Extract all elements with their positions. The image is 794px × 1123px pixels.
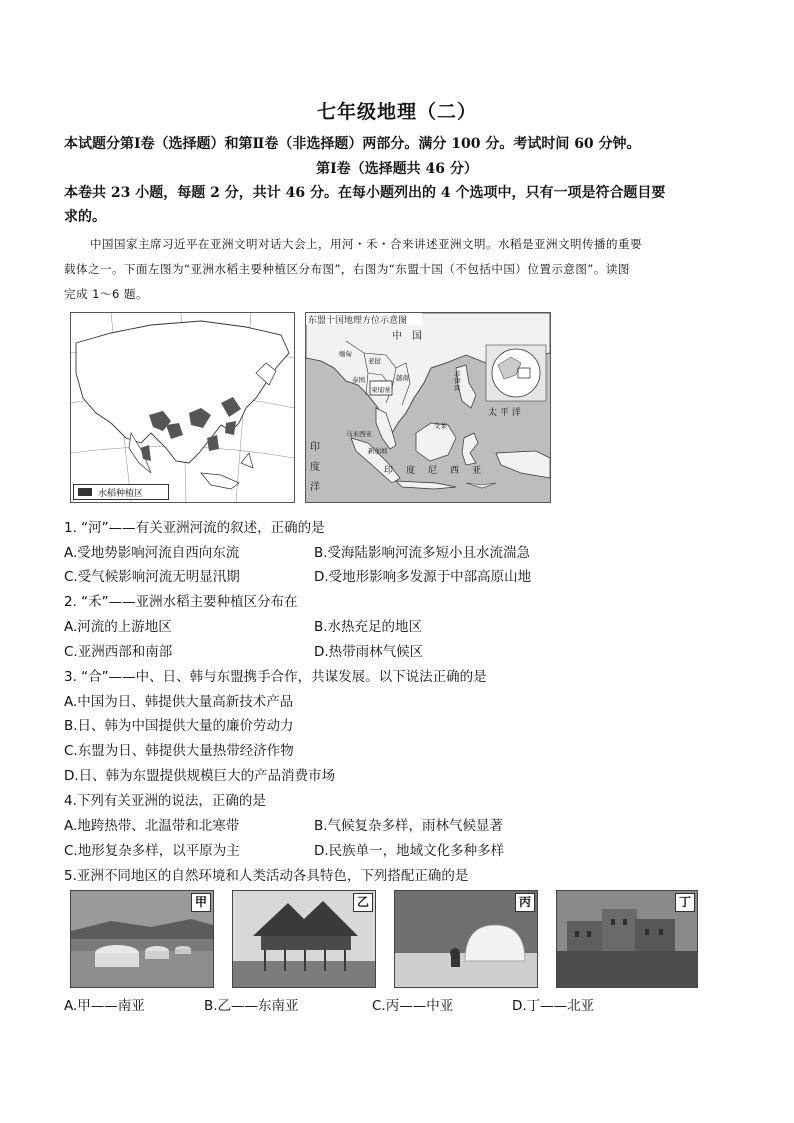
q2-option-b[interactable]: B.水热充足的地区 bbox=[314, 619, 423, 635]
q4-option-c[interactable]: C.地形复杂多样，以平原为主 bbox=[64, 843, 240, 859]
q5-option-b[interactable]: B.乙——东南亚 bbox=[204, 998, 299, 1014]
photo-tag-yi: 乙 bbox=[353, 893, 373, 912]
q5-option-a[interactable]: A.甲——南亚 bbox=[64, 998, 145, 1014]
legend-label: 水稻种植区 bbox=[98, 489, 144, 499]
label-indonesia: 印 度 尼 西 亚 bbox=[384, 466, 484, 476]
q4-option-d[interactable]: D.民族单一，地域文化多种多样 bbox=[314, 843, 505, 859]
photo-jia-yurts bbox=[70, 890, 214, 988]
section-description: 本卷共 23 小题，每题 2 分，共计 46 分。在每小题列出的 4 个选项中，只有一项是符合题目要 bbox=[64, 185, 666, 201]
asia-rice-map-graphic bbox=[71, 313, 294, 502]
question-2-stem: 2. “禾”——亚洲水稻主要种植区分布在 bbox=[64, 594, 298, 610]
q1-option-c[interactable]: C.受气候影响河流无明显汛期 bbox=[64, 569, 240, 585]
q3-option-b[interactable]: B.日、韩为中国提供大量的廉价劳动力 bbox=[64, 718, 294, 734]
asean-map-title: 东盟十国地理方位示意图 bbox=[308, 316, 408, 326]
asia-rice-map bbox=[70, 312, 295, 503]
photo-yi-stilt-house bbox=[232, 890, 376, 988]
label-myanmar: 缅甸 bbox=[339, 350, 352, 358]
label-indian-ocean-1: 印 bbox=[310, 442, 320, 453]
q2-option-c[interactable]: C.亚洲西部和南部 bbox=[64, 644, 173, 660]
label-laos: 老挝 bbox=[368, 357, 381, 365]
label-singapore: 新加坡 bbox=[368, 447, 388, 455]
q2-option-d[interactable]: D.热带雨林气候区 bbox=[314, 644, 424, 660]
label-philippines: 菲律宾 bbox=[454, 370, 461, 392]
q5-option-c[interactable]: C.丙——中亚 bbox=[372, 998, 454, 1014]
asean-map bbox=[305, 312, 551, 503]
q5-option-d[interactable]: D.丁——北亚 bbox=[512, 998, 595, 1014]
q1-option-d[interactable]: D.受地形影响多发源于中部高原山地 bbox=[314, 569, 532, 585]
label-malaysia: 马来西亚 bbox=[346, 430, 372, 438]
label-indian-ocean-3: 洋 bbox=[310, 482, 320, 493]
page-title: 七年级地理（二） bbox=[316, 101, 477, 123]
label-vietnam: 越南 bbox=[396, 374, 409, 382]
passage-line-3: 完成 1～6 题。 bbox=[64, 287, 148, 301]
label-pacific: 太 平 洋 bbox=[488, 408, 521, 418]
q1-option-b[interactable]: B.受海陆影响河流多短小且水流湍急 bbox=[314, 545, 531, 561]
photo-tag-jia: 甲 bbox=[191, 893, 211, 912]
passage-line-2: 载体之一。下面左图为“亚洲水稻主要种植区分布图”，右图为“东盟十国（不包括中国）位置示意图”。读图 bbox=[64, 262, 630, 276]
label-thailand: 泰国 bbox=[352, 376, 365, 384]
q4-option-a[interactable]: A.地跨热带、北温带和北寒带 bbox=[64, 818, 240, 834]
label-brunei: 文莱 bbox=[434, 422, 447, 430]
photo-ding-mud-village bbox=[556, 890, 698, 988]
photo-bing-igloo bbox=[394, 890, 538, 988]
q3-option-a[interactable]: A.中国为日、韩提供大量高新技术产品 bbox=[64, 694, 294, 710]
question-5-stem: 5.亚洲不同地区的自然环境和人类活动各具特色，下列搭配正确的是 bbox=[64, 868, 469, 884]
question-3-stem: 3. “合”——中、日、韩与东盟携手合作，共谋发展。以下说法正确的是 bbox=[64, 669, 487, 685]
photo-tag-ding: 丁 bbox=[675, 893, 695, 912]
legend-swatch bbox=[78, 488, 92, 496]
label-china: 中 国 bbox=[392, 331, 422, 342]
q4-option-b[interactable]: B.气候复杂多样，雨林气候显著 bbox=[314, 818, 504, 834]
q3-option-c[interactable]: C.东盟为日、韩提供大量热带经济作物 bbox=[64, 743, 294, 759]
label-indian-ocean-2: 度 bbox=[310, 462, 320, 473]
question-1-stem: 1. “河”——有关亚洲河流的叙述，正确的是 bbox=[64, 520, 325, 536]
passage-line-1: 中国国家主席习近平在亚洲文明对话大会上，用河・禾・合来讲述亚洲文明。水稻是亚洲文明传播的重要 bbox=[90, 237, 642, 251]
q3-option-d[interactable]: D.日、韩为东盟提供规模巨大的产品消费市场 bbox=[64, 768, 336, 784]
photo-tag-bing: 丙 bbox=[515, 893, 535, 912]
q2-option-a[interactable]: A.河流的上游地区 bbox=[64, 619, 172, 635]
question-4-stem: 4.下列有关亚洲的说法，正确的是 bbox=[64, 793, 266, 809]
map-legend bbox=[73, 484, 169, 500]
q1-option-a[interactable]: A.受地势影响河流自西向东流 bbox=[64, 545, 240, 561]
section-title: 第Ⅰ卷（选择题共 46 分） bbox=[316, 161, 478, 177]
exam-instructions: 本试题分第Ⅰ卷（选择题）和第Ⅱ卷（非选择题）两部分。满分 100 分。考试时间 60 分钟。 bbox=[64, 136, 641, 152]
label-cambodia: 柬埔寨 bbox=[371, 386, 391, 394]
section-description-cont: 求的。 bbox=[64, 209, 106, 225]
